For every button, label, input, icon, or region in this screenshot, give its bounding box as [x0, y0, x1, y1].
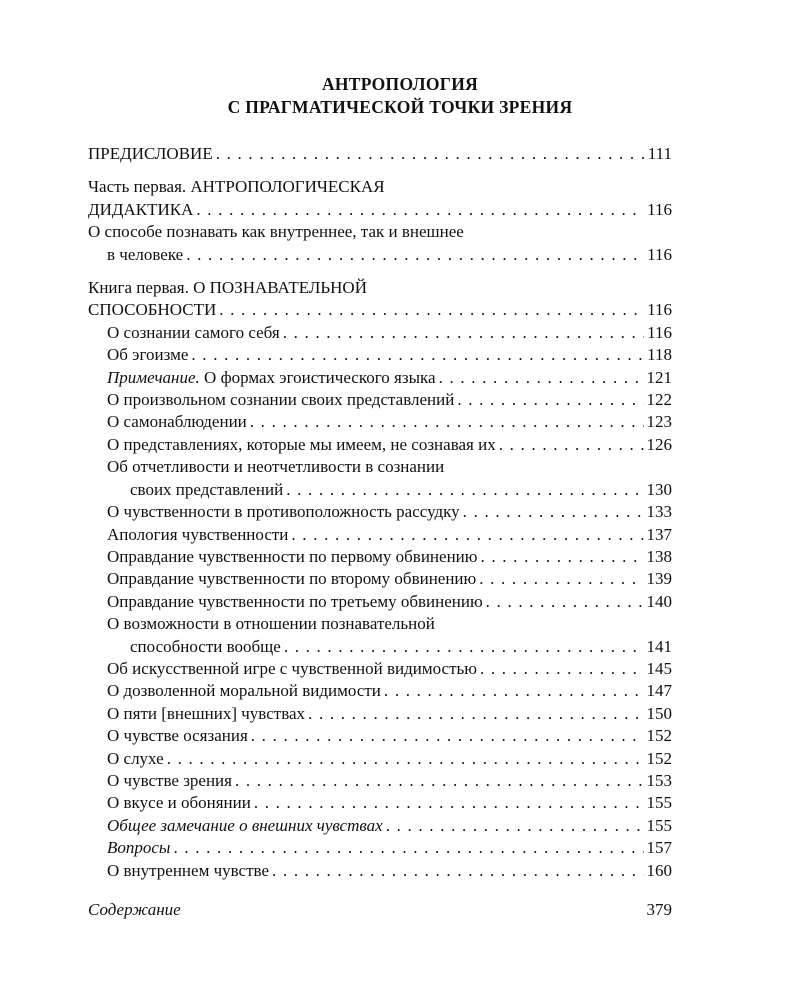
toc-entry[interactable]: Оправдание чувственности по второму обвинению . . . 139	[88, 568, 672, 590]
toc-entry[interactable]: О чувственности в противоположность рассудку . . . 133	[88, 501, 672, 523]
toc-entry[interactable]: О внутреннем чувстве . . . 160	[88, 860, 672, 882]
toc-entry[interactable]: О сознании самого себя . . . 116	[88, 322, 672, 344]
toc-entry[interactable]: О пяти [внешних] чувствах . . . 150	[88, 703, 672, 725]
footer-page-number: 379	[646, 900, 672, 919]
toc-entry-part1[interactable]: ДИДАКТИКА . . . 116	[88, 199, 672, 221]
toc-entry[interactable]: О дозволенной моральной видимости . . . 147	[88, 680, 672, 702]
toc-entry-cognition[interactable]: в человеке . . . 116	[88, 244, 672, 266]
page-number: 123	[646, 412, 672, 432]
toc-entry[interactable]: О чувстве зрения . . . 153	[88, 770, 672, 792]
toc-entry[interactable]: О самонаблюдении . . . 123	[88, 411, 672, 433]
page-number: 111	[647, 144, 672, 163]
page-number: 147	[646, 681, 672, 701]
page-number: 150	[646, 703, 672, 723]
page-number: 137	[646, 524, 672, 544]
footer-section: Содержание	[88, 900, 181, 919]
toc-entry-distinct[interactable]: своих представлений . . . 130	[88, 479, 672, 501]
toc-book1-line1: Книга первая. О ПОЗНАВАТЕЛЬНОЙ	[88, 278, 367, 298]
toc-entry[interactable]: Оправдание чувственности по третьему обвинению . . . 140	[88, 591, 672, 613]
page-number: 122	[646, 390, 672, 410]
page-number: 157	[646, 838, 672, 858]
toc-entry-possibility[interactable]: способности вообще . . . 141	[88, 636, 672, 658]
page-number: 140	[646, 591, 672, 611]
page-number: 130	[646, 479, 672, 499]
page-number: 152	[646, 726, 672, 746]
title-line-1: АНТРОПОЛОГИЯ	[321, 74, 479, 94]
page-number: 121	[646, 367, 672, 387]
page-number: 116	[647, 199, 672, 219]
page-number: 160	[646, 860, 672, 880]
toc-distinct-line1: Об отчетливости и неотчетливости в сознании	[107, 457, 445, 477]
table-of-contents	[88, 143, 672, 882]
toc-possibility-line1: О возможности в отношении познавательной	[107, 614, 435, 634]
toc-cognition-line1: О способе познавать как внутреннее, так и внешнее	[88, 222, 464, 242]
page-number: 145	[646, 658, 672, 678]
page-number: 118	[647, 345, 672, 365]
toc-entry[interactable]: Примечание. О формах эгоистического языка . . . 121	[88, 367, 672, 389]
page-number: 116	[647, 244, 672, 264]
page-number: 138	[646, 546, 672, 566]
toc-entry-book1[interactable]: СПОСОБНОСТИ . . . 116	[88, 299, 672, 321]
page-number: 153	[646, 770, 672, 790]
page-number: 141	[646, 636, 672, 656]
toc-entry[interactable]: Об искусственной игре с чувственной видимостью . . . 145	[88, 658, 672, 680]
page-number: 126	[646, 434, 672, 454]
toc-entry[interactable]: О слухе . . . 152	[88, 748, 672, 770]
page-footer	[88, 900, 672, 920]
toc-entry[interactable]: Вопросы . . . 157	[88, 837, 672, 859]
section-title	[0, 73, 800, 119]
toc-part1-line1: Часть первая. АНТРОПОЛОГИЧЕСКАЯ	[88, 177, 385, 197]
page-number: 116	[647, 300, 672, 320]
page-number: 152	[646, 748, 672, 768]
page-number: 155	[646, 793, 672, 813]
page-number: 155	[646, 815, 672, 835]
page-number: 133	[646, 502, 672, 522]
toc-entry[interactable]: О вкусе и обонянии . . . 155	[88, 792, 672, 814]
toc-entry[interactable]: Об эгоизме . . . 118	[88, 344, 672, 366]
toc-entry[interactable]: Оправдание чувственности по первому обвинению . . . 138	[88, 546, 672, 568]
toc-entry[interactable]: Апология чувственности . . . 137	[88, 524, 672, 546]
toc-entry-preface[interactable]: ПРЕДИСЛОВИЕ . . . 111	[88, 143, 672, 165]
toc-entry[interactable]: О представлениях, которые мы имеем, не сознавая их . . . 126	[88, 434, 672, 456]
toc-entry[interactable]: О чувстве осязания . . . 152	[88, 725, 672, 747]
toc-entry[interactable]: О произвольном сознании своих представлений . . . 122	[88, 389, 672, 411]
page-number: 139	[646, 569, 672, 589]
title-line-2: С ПРАГМАТИЧЕСКОЙ ТОЧКИ ЗРЕНИЯ	[227, 97, 573, 117]
toc-entry[interactable]: Общее замечание о внешних чувствах . . . 155	[88, 815, 672, 837]
page-number: 116	[647, 322, 672, 342]
